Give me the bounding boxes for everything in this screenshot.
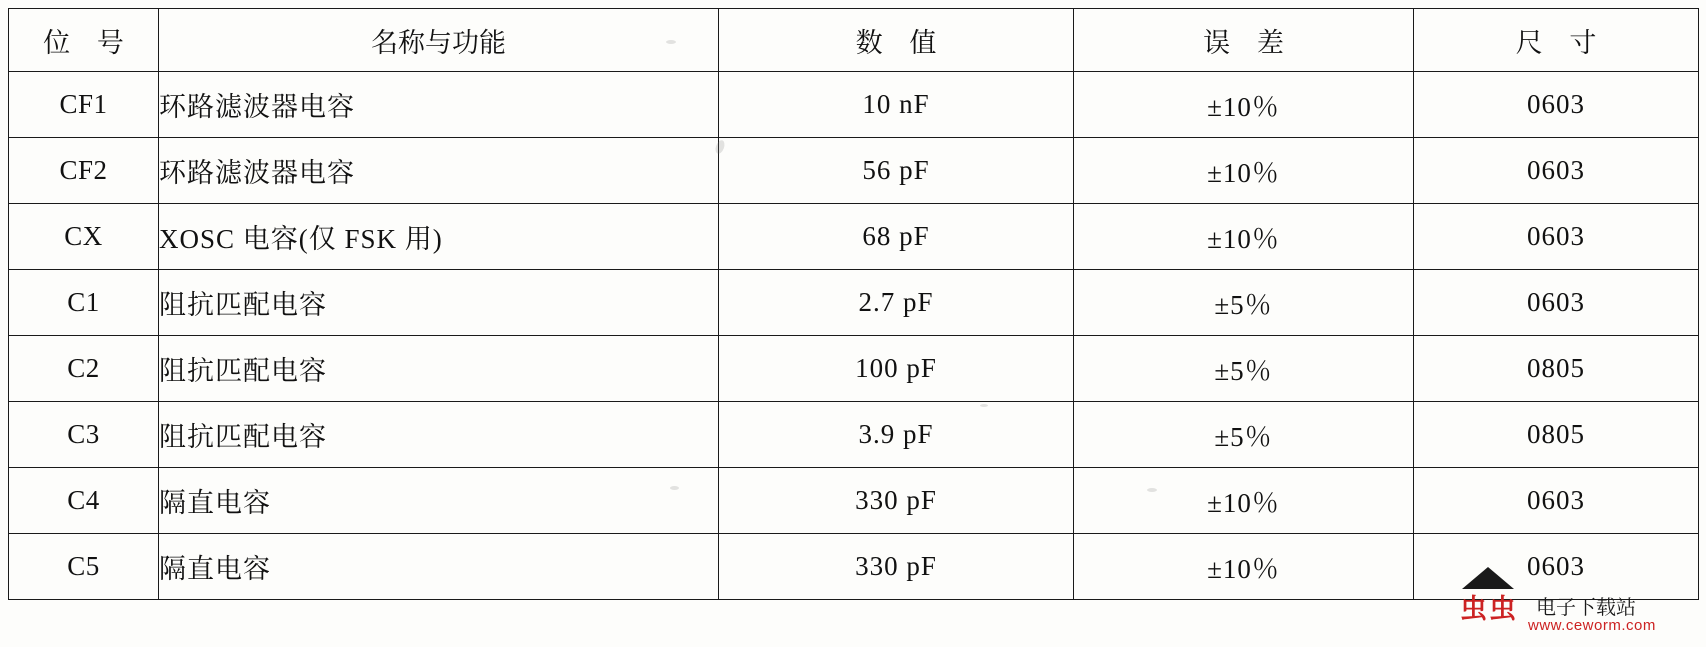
cell-tolerance: ±10％: [1074, 72, 1414, 138]
column-header-size: 尺 寸: [1414, 9, 1699, 72]
cell-name: 隔直电容: [159, 468, 719, 534]
cell-size: 0603: [1414, 534, 1699, 600]
table-row: [9, 270, 1699, 336]
table-row: [9, 204, 1699, 270]
cell-value: 56 pF: [719, 138, 1074, 204]
column-header-name: 名称与功能: [159, 9, 719, 72]
cell-size: 0603: [1414, 138, 1699, 204]
cell-tolerance: ±10％: [1074, 534, 1414, 600]
column-header-ref: 位 号: [9, 9, 159, 72]
cell-value: 10 nF: [719, 72, 1074, 138]
cell-size: 0603: [1414, 270, 1699, 336]
cell-ref: C5: [9, 534, 159, 600]
header-row: [9, 9, 1699, 72]
table-row: [9, 468, 1699, 534]
cell-name: 环路滤波器电容: [159, 72, 719, 138]
table-row: [9, 402, 1699, 468]
cell-value: 3.9 pF: [719, 402, 1074, 468]
cell-ref: C1: [9, 270, 159, 336]
cell-ref: CF1: [9, 72, 159, 138]
table-row: [9, 534, 1699, 600]
cell-name: 隔直电容: [159, 534, 719, 600]
table-header: [9, 9, 1699, 72]
component-table: [8, 8, 1699, 600]
table-row: [9, 336, 1699, 402]
column-header-value: 数 值: [719, 9, 1074, 72]
cell-ref: C4: [9, 468, 159, 534]
cell-tolerance: ±5％: [1074, 402, 1414, 468]
watermark-url: www.ceworm.com: [1528, 617, 1656, 634]
cell-ref: CX: [9, 204, 159, 270]
cell-size: 0805: [1414, 402, 1699, 468]
watermark-brand: 虫虫: [1460, 594, 1518, 624]
cell-name: 阻抗匹配电容: [159, 402, 719, 468]
cell-tolerance: ±5％: [1074, 336, 1414, 402]
cell-value: 2.7 pF: [719, 270, 1074, 336]
cell-size: 0805: [1414, 336, 1699, 402]
cell-value: 100 pF: [719, 336, 1074, 402]
cell-name: 阻抗匹配电容: [159, 336, 719, 402]
cell-size: 0603: [1414, 468, 1699, 534]
cell-ref: C3: [9, 402, 159, 468]
cell-value: 68 pF: [719, 204, 1074, 270]
cell-size: 0603: [1414, 72, 1699, 138]
cell-tolerance: ±10％: [1074, 204, 1414, 270]
cell-size: 0603: [1414, 204, 1699, 270]
watermark-site: 电子下载站: [1536, 597, 1636, 619]
cell-value: 330 pF: [719, 534, 1074, 600]
cell-ref: CF2: [9, 138, 159, 204]
cell-name: 环路滤波器电容: [159, 138, 719, 204]
column-header-tolerance: 误 差: [1074, 9, 1414, 72]
cell-tolerance: ±10％: [1074, 468, 1414, 534]
cell-name: XOSC 电容(仅 FSK 用): [159, 204, 719, 270]
cell-value: 330 pF: [719, 468, 1074, 534]
cell-ref: C2: [9, 336, 159, 402]
table-body: [9, 72, 1699, 600]
cell-tolerance: ±5％: [1074, 270, 1414, 336]
cell-name: 阻抗匹配电容: [159, 270, 719, 336]
table-row: [9, 138, 1699, 204]
table-row: [9, 72, 1699, 138]
cell-tolerance: ±10％: [1074, 138, 1414, 204]
